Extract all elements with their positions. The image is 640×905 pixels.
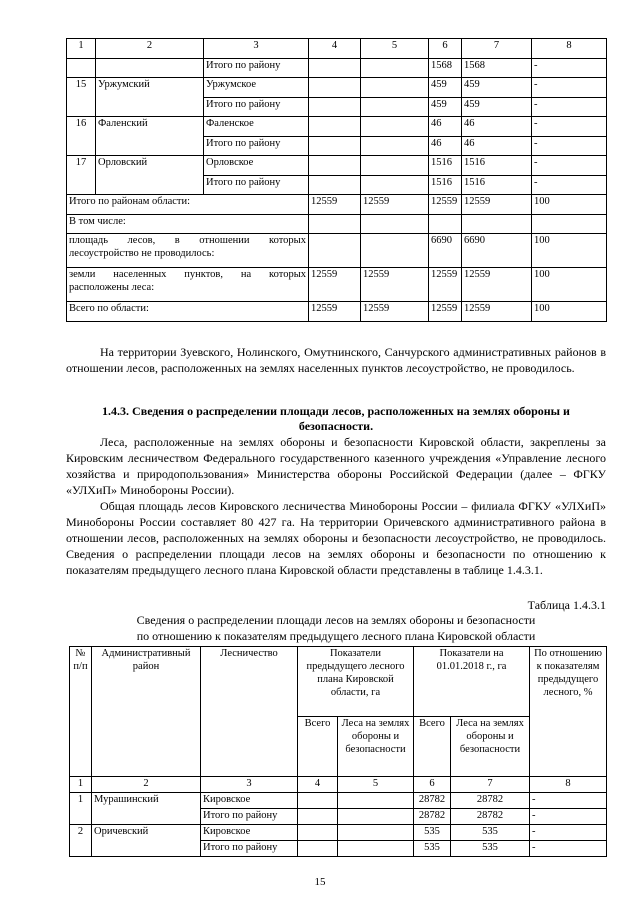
forestry-cell: Кировское [201,793,298,809]
value-cell: 12559 [309,268,361,302]
summary-row [67,234,607,268]
value-cell [309,214,361,234]
value-cell: 46 [462,136,532,156]
value-cell [338,841,414,857]
value-cell [361,117,429,137]
header-cell-forests: Леса на землях обороны и безопасности [451,717,530,777]
value-cell [338,793,414,809]
value-cell: 12559 [309,195,361,215]
district-cell: Фаленский [96,117,204,156]
colnum-cell: 4 [309,39,361,59]
value-cell: - [532,175,607,195]
value-cell: - [532,136,607,156]
colnum-cell: 2 [92,777,201,793]
table-row [67,58,607,78]
district-cell: Уржумский [96,78,204,117]
forest-land-settlements-table [66,38,607,322]
row-number: 16 [67,117,96,156]
value-cell: 46 [429,136,462,156]
value-cell: 1568 [462,58,532,78]
value-cell [361,136,429,156]
paragraph-defense-lands: Леса, расположенные на землях обороны и безопасности Кировской области, закреплены за Кировским лесничеством Федерального государственного казенного учреждения «Управление лесного хозяйства и природопользования» Министерства обороны Российской Федерации (далее – ФГКУ «УЛХиП» Минобороны России). [66,435,606,497]
value-cell [361,97,429,117]
value-cell: 12559 [462,302,532,322]
value-cell: - [530,825,607,841]
forestry-cell: Итого по району [201,841,298,857]
value-cell: 28782 [414,793,451,809]
value-cell: 100 [532,195,607,215]
value-cell [309,175,361,195]
value-cell [298,825,338,841]
header-cell-current: Показатели на 01.01.2018 г., га [414,647,530,717]
value-cell: - [532,97,607,117]
district-cell: Оричевский [92,825,201,857]
summary-row [67,195,607,215]
row-number: 15 [67,78,96,117]
value-cell: 459 [462,97,532,117]
table-label: Таблица 1.4.3.1 [527,598,606,612]
header-cell-number: № п/п [70,647,92,777]
district-cell [96,58,204,78]
value-cell [309,58,361,78]
value-cell [361,78,429,98]
row-number: 2 [70,825,92,857]
column-number-row [67,39,607,59]
value-cell: 535 [451,825,530,841]
forestry-cell: Итого по району [204,58,309,78]
colnum-cell: 7 [451,777,530,793]
value-cell: 12559 [361,195,429,215]
value-cell: 12559 [361,268,429,302]
summary-label [67,268,309,302]
table-row [70,825,607,841]
summary-label [67,234,309,268]
value-cell: - [530,841,607,857]
row-number: 1 [70,793,92,825]
value-cell: 46 [429,117,462,137]
value-cell: - [532,78,607,98]
value-cell [309,234,361,268]
paragraph-no-forest-inventory: На территории Зуевского, Нолинского, Омутнинского, Санчурского административных районов в отношении лесов, расположенных на землях населенных пунктов лесоустройство, не проводилось. [66,345,606,375]
table-row [70,793,607,809]
value-cell: 12559 [429,195,462,215]
value-cell: 459 [429,97,462,117]
header-cell-forestry: Лесничество [201,647,298,777]
table-caption-line: по отношению к показателям предыдущего лесного плана Кировской области [136,629,536,643]
value-cell [361,214,429,234]
value-cell: 1516 [462,156,532,176]
value-cell: - [532,156,607,176]
value-cell: 1516 [429,175,462,195]
forestry-cell: Орловское [204,156,309,176]
value-cell: 12559 [309,302,361,322]
forestry-cell: Кировское [201,825,298,841]
value-cell [298,841,338,857]
district-cell: Орловский [96,156,204,195]
header-cell-district: Административный район [92,647,201,777]
colnum-cell: 8 [532,39,607,59]
colnum-cell: 1 [70,777,92,793]
value-cell: 100 [532,268,607,302]
summary-label-line: земли населенных пунктов, на которых [69,269,306,280]
header-row [70,647,607,717]
header-cell-prev-plan: Показатели предыдущего лесного плана Кировской области, га [298,647,414,717]
value-cell: - [532,58,607,78]
summary-row [67,302,607,322]
row-number: 17 [67,156,96,195]
value-cell [361,234,429,268]
colnum-cell: 5 [361,39,429,59]
column-number-row [70,777,607,793]
summary-label: Всего по области: [67,302,309,322]
value-cell: 535 [414,825,451,841]
defense-forest-table [69,646,607,857]
value-cell [338,825,414,841]
table-caption [66,612,606,644]
forestry-cell: Итого по району [204,175,309,195]
colnum-cell: 2 [96,39,204,59]
header-cell-ratio: По отношению к показателям предыдущего лесного, % [530,647,607,777]
value-cell: 12559 [429,302,462,322]
value-cell [462,214,532,234]
value-cell [298,793,338,809]
value-cell [532,214,607,234]
value-cell [309,117,361,137]
value-cell [309,97,361,117]
value-cell: 100 [532,302,607,322]
colnum-cell: 6 [414,777,451,793]
colnum-cell: 5 [338,777,414,793]
paragraph-total-area: Общая площадь лесов Кировского лесничества Минобороны России – филиала ФГКУ «УЛХиП» Минобороны России составляет 80 427 га. На территории Оричевского административного района в отношении лесов, расположенных на землях обороны и безопасности лесоустройство, не проводилось. Сведения о распределении площади лесов на землях обороны и безопасности по отношению к показателям предыдущего лесного плана Кировской области представлены в таблице 1.4.3.1. [66,499,606,577]
value-cell: 100 [532,234,607,268]
header-cell-total: Всего [414,717,451,777]
value-cell: 12559 [462,195,532,215]
value-cell: 1568 [429,58,462,78]
forestry-cell: Итого по району [204,136,309,156]
value-cell: - [530,809,607,825]
header-cell-total: Всего [298,717,338,777]
summary-label: В том числе: [67,214,309,234]
forestry-cell: Итого по району [204,97,309,117]
value-cell: 28782 [414,809,451,825]
forestry-cell: Уржумское [204,78,309,98]
value-cell [298,809,338,825]
value-cell: 12559 [429,268,462,302]
district-cell: Мурашинский [92,793,201,825]
summary-row [67,268,607,302]
summary-label: Итого по районам области: [67,195,309,215]
value-cell: 28782 [451,793,530,809]
summary-label-line: расположены леса: [69,282,155,293]
summary-row [67,214,607,234]
value-cell [309,156,361,176]
value-cell: 46 [462,117,532,137]
summary-label-line: лесоустройство не проводилось: [69,248,215,259]
colnum-cell: 8 [530,777,607,793]
section-heading-line: безопасности. [298,419,374,433]
page-number: 15 [314,876,326,888]
colnum-cell: 1 [67,39,96,59]
value-cell: 28782 [451,809,530,825]
header-cell-forests: Леса на землях обороны и безопасности [338,717,414,777]
value-cell: - [532,117,607,137]
row-number [67,58,96,78]
value-cell: 1516 [429,156,462,176]
section-heading-line: 1.4.3. Сведения о распределении площади лесов, расположенных на землях обороны и [102,404,570,418]
value-cell: 535 [414,841,451,857]
value-cell [309,136,361,156]
value-cell: 6690 [462,234,532,268]
colnum-cell: 7 [462,39,532,59]
value-cell [429,214,462,234]
value-cell: - [530,793,607,809]
table-row [67,78,607,98]
colnum-cell: 4 [298,777,338,793]
value-cell: 459 [462,78,532,98]
colnum-cell: 3 [204,39,309,59]
value-cell [361,156,429,176]
value-cell [338,809,414,825]
section-heading [66,404,606,434]
colnum-cell: 6 [429,39,462,59]
colnum-cell: 3 [201,777,298,793]
value-cell [309,78,361,98]
value-cell: 459 [429,78,462,98]
value-cell: 12559 [361,302,429,322]
value-cell [361,58,429,78]
forestry-cell: Итого по району [201,809,298,825]
table-caption-line: Сведения о распределении площади лесов на землях обороны и безопасности [136,613,536,627]
value-cell: 12559 [462,268,532,302]
value-cell: 1516 [462,175,532,195]
table-row [67,156,607,176]
forestry-cell: Фаленское [204,117,309,137]
summary-label-line: площадь лесов, в отношении которых [69,235,306,246]
value-cell: 535 [451,841,530,857]
value-cell: 6690 [429,234,462,268]
table-row [67,117,607,137]
value-cell [361,175,429,195]
